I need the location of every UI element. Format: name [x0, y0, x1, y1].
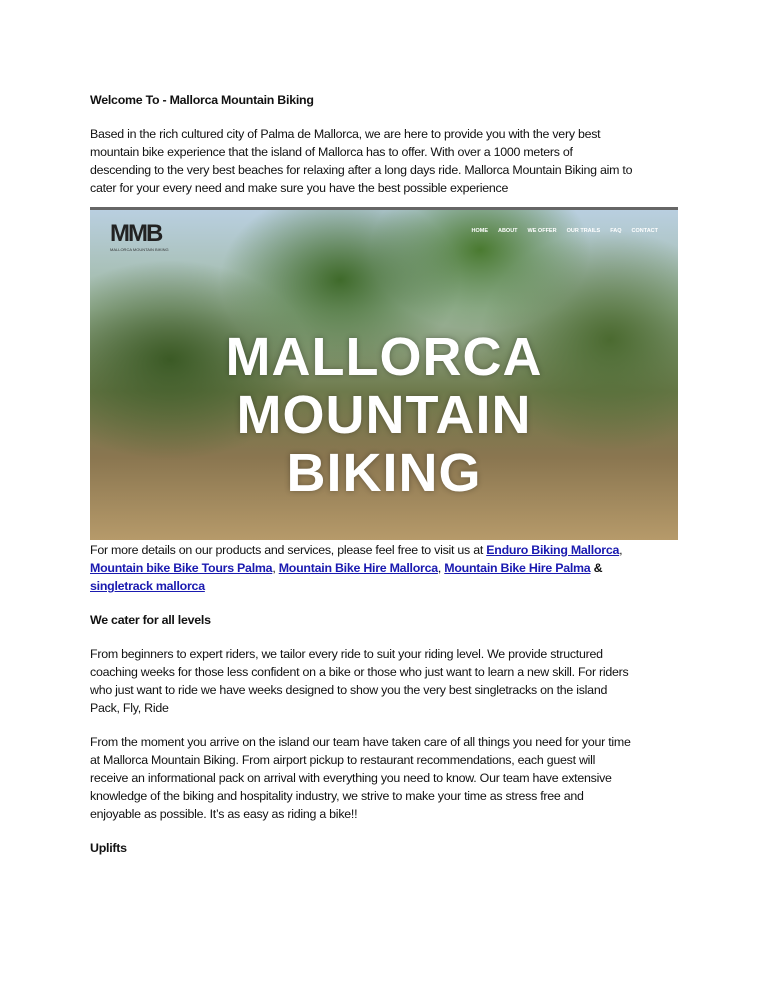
- hero-image: [90, 207, 678, 540]
- hero-nav: [471, 228, 658, 234]
- mmb-logo: MMB: [110, 220, 162, 247]
- links-paragraph: For more details on our products and services, please feel free to visit us at Enduro Biking Mallorca, Mountain bike Bike Tours Palma, Mountain Bike Hire Mallorca, Mountain Bike Hire Palma & singletrack mallorca: [90, 543, 623, 593]
- nav-home: HOME: [471, 228, 488, 234]
- link-bike-hire-palma[interactable]: Mountain Bike Hire Palma: [444, 561, 591, 575]
- hero-title: MALLORCA MOUNTAIN BIKING: [225, 327, 543, 503]
- arrival-line: enjoyable as possible. It’s as easy as riding a bike!!: [90, 807, 358, 821]
- nav-our-trails: OUR TRAILS: [566, 228, 601, 234]
- link-enduro-biking-mallorca[interactable]: Enduro Biking Mallorca: [486, 543, 620, 557]
- levels-line: who just want to ride we have weeks designed to show you the very best singletracks on the island: [90, 683, 608, 697]
- nav-about: ABOUT: [497, 228, 518, 234]
- intro-paragraph: [90, 125, 690, 197]
- link-singletrack-mallorca[interactable]: singletrack mallorca: [90, 579, 205, 593]
- intro-line: descending to the very best beaches for relaxing after a long days ride. Mallorca Mountain Biking aim to: [90, 163, 633, 177]
- levels-line: coaching weeks for those less confident on a bike or those who just want to learn a new skill. For riders: [90, 665, 629, 679]
- levels-line: Pack, Fly, Ride: [90, 701, 169, 715]
- page-title: Welcome To - Mallorca Mountain Biking: [90, 93, 314, 107]
- levels-line: From beginners to expert riders, we tailor every ride to suit your riding level. We provide structured: [90, 647, 603, 661]
- intro-line: cater for your every need and make sure you have the best possible experience: [90, 181, 509, 195]
- arrival-line: From the moment you arrive on the island our team have taken care of all things you need for your time: [90, 735, 631, 749]
- levels-heading: We cater for all levels: [90, 613, 211, 627]
- intro-line: Based in the rich cultured city of Palma de Mallorca, we are here to provide you with the very best: [90, 127, 601, 141]
- link-bike-tours-palma[interactable]: Mountain bike Bike Tours Palma: [90, 561, 273, 575]
- document-page: [90, 91, 690, 857]
- arrival-line: receive an informational pack on arrival with everything you need to know. Our team have extensive: [90, 771, 612, 785]
- levels-paragraph: [90, 645, 690, 717]
- arrival-line: at Mallorca Mountain Biking. From airport pickup to restaurant recommendations, each guest will: [90, 753, 596, 767]
- arrival-line: knowledge of the biking and hospitality industry, we strive to make your time as stress free and: [90, 789, 584, 803]
- logo-subtitle: MALLORCA MOUNTAIN BIKING: [110, 247, 169, 252]
- link-bike-hire-mallorca[interactable]: Mountain Bike Hire Mallorca: [278, 561, 438, 575]
- nav-we-offer: WE OFFER: [527, 228, 557, 234]
- uplifts-heading: Uplifts: [90, 841, 127, 855]
- intro-line: mountain bike experience that the island of Mallorca has to offer. With over a 1000 meters of: [90, 145, 573, 159]
- nav-contact: CONTACT: [631, 228, 658, 234]
- nav-faq: FAQ: [610, 228, 622, 234]
- arrival-paragraph: [90, 733, 690, 823]
